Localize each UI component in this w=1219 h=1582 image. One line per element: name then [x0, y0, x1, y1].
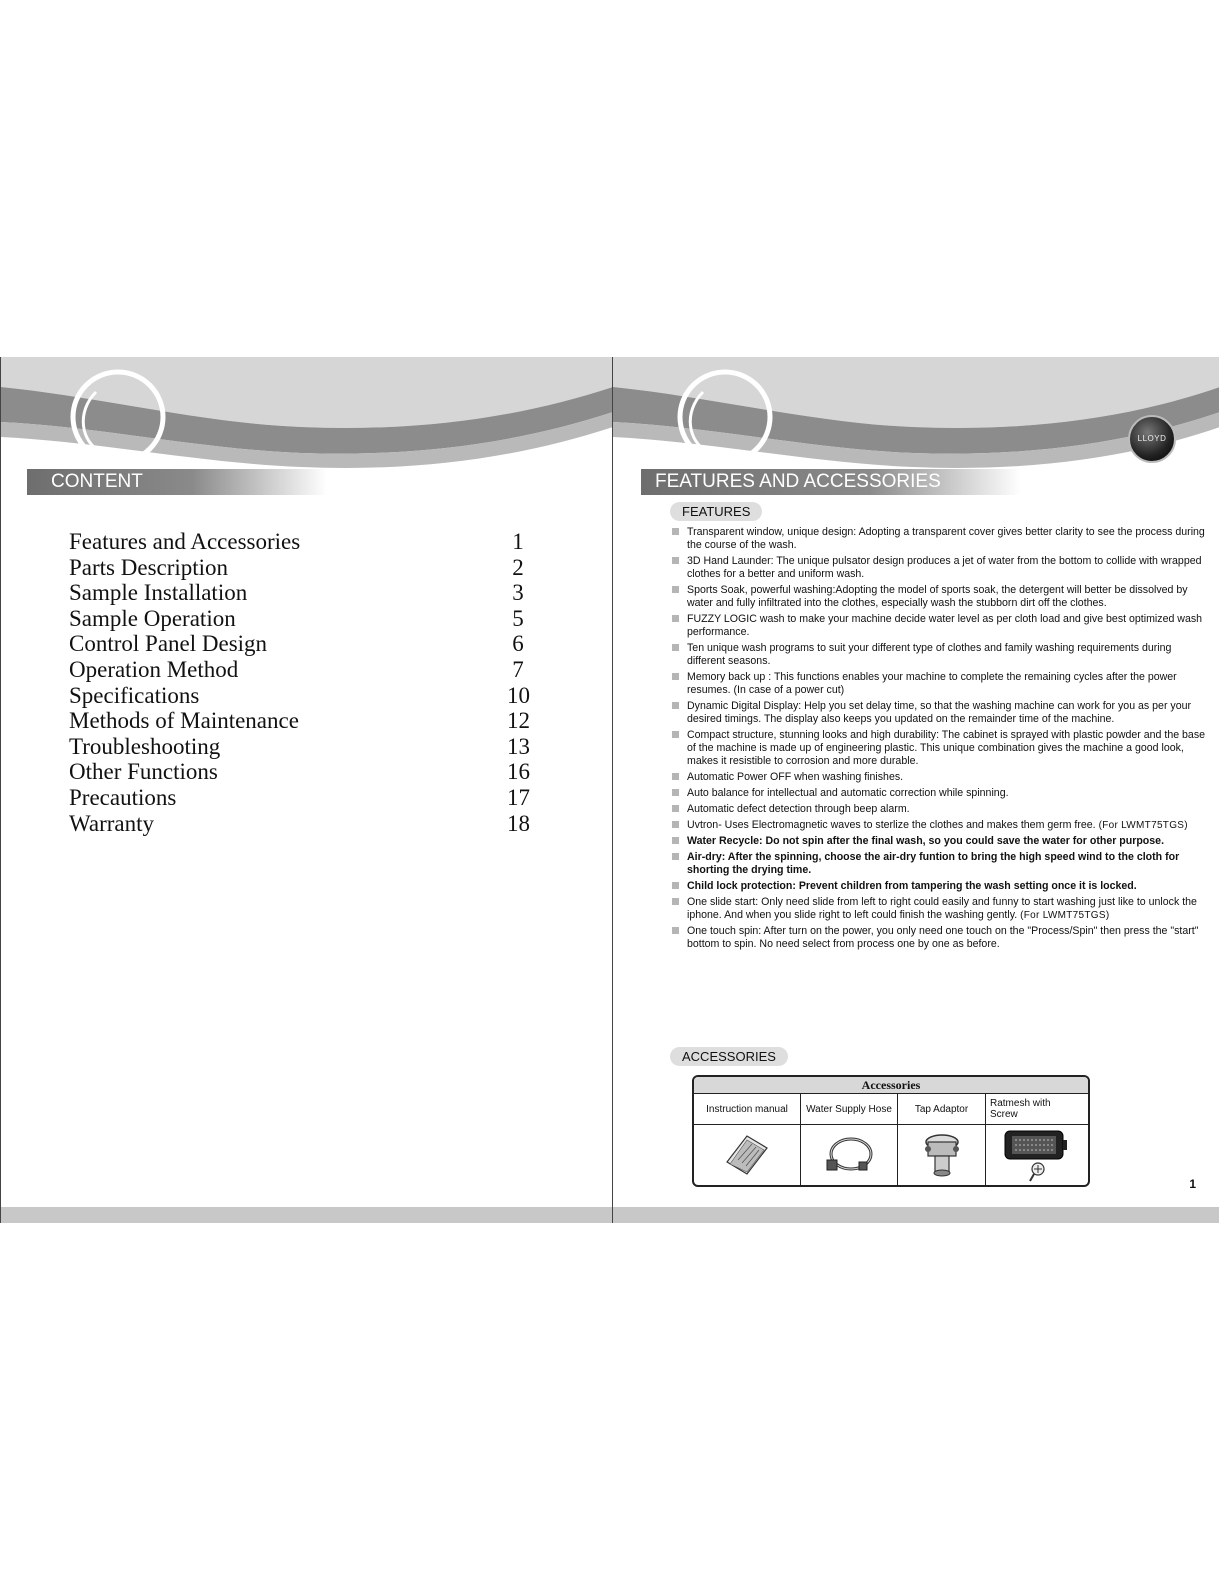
feature-item: 3D Hand Launder: The unique pulsator design produces a jet of water from the bottom to collide with wrapped clothes for a better and uniform wash. [671, 555, 1211, 581]
features-list [671, 526, 1211, 954]
toc-row [69, 785, 529, 811]
toc-row [69, 631, 529, 657]
page-number: 1 [1189, 1177, 1196, 1191]
toc-row [69, 657, 529, 683]
feature-item: Compact structure, stunning looks and high durability: The cabinet is sprayed with plastic powder and the base of the machine is made up of engineering plastic. This unique combination gives the machine a good look, makes it resistible to corrosion and more durable. [671, 729, 1211, 768]
toc-page-number: 16 [507, 759, 530, 785]
accessory-name: Instruction manual [694, 1094, 801, 1124]
toc-title: Sample Operation [69, 605, 236, 631]
toc-page-number: 13 [507, 733, 530, 759]
toc-title: Precautions [69, 784, 177, 810]
feature-item: Memory back up : This functions enables your machine to complete the remaining cycles after the power resumes. (In case of a power cut) [671, 671, 1211, 697]
feature-item: Uvtron- Uses Electromagnetic waves to sterlize the clothes and makes them germ free. (For LWMT75TGS) [671, 819, 1211, 832]
section-title: FEATURES AND ACCESSORIES [641, 469, 1021, 495]
feature-item: Ten unique wash programs to suit your different type of clothes and family washing requirements during different seasons. [671, 642, 1211, 668]
accessory-name: Ratmesh with Screw [990, 1098, 1051, 1120]
toc-row [69, 683, 529, 709]
toc-title: Features and Accessories [69, 529, 301, 554]
feature-item: Automatic defect detection through beep alarm. [671, 803, 1211, 816]
toc-page-number: 12 [507, 708, 530, 734]
accessories-heading: ACCESSORIES [670, 1047, 788, 1066]
toc-title: Other Functions [69, 759, 218, 785]
content-page [0, 357, 613, 1223]
feature-item: One slide start: Only need slide from left to right could easily and funny to start washing just like to unlock the iphone. And when you slide right to left could finish the washing gently. (For LWMT75TGS) [671, 896, 1211, 922]
toc-page-number: 17 [507, 784, 530, 810]
toc-page-number: 7 [512, 656, 524, 682]
tap-adaptor-icon [898, 1125, 986, 1185]
accessory-name: Water Supply Hose [801, 1094, 898, 1124]
toc-page-number: 5 [512, 605, 524, 631]
brand-logo: LLOYD [1128, 415, 1176, 463]
footer-band [1, 1207, 613, 1223]
toc-row [69, 555, 529, 581]
accessories-table-title: Accessories [694, 1077, 1088, 1094]
feature-item: Dynamic Digital Display: Help you set delay time, so that the washing machine can work for you as per your desired timings. The display also keeps you updated on the remainder time of the machine. [671, 700, 1211, 726]
feature-item: Sports Soak, powerful washing:Adopting the model of sports soak, the detergent will better be dissolved by water and fully infiltrated into the clothes, especially wash the stubborn dirt off the clothes. [671, 584, 1211, 610]
toc-row [69, 811, 529, 837]
toc-page-number: 3 [512, 580, 524, 606]
water-supply-hose-icon [801, 1125, 898, 1185]
feature-item: Auto balance for intellectual and automatic correction while spinning. [671, 787, 1211, 800]
table-of-contents [69, 529, 529, 836]
toc-title: Parts Description [69, 554, 229, 580]
toc-title: Warranty [69, 810, 154, 836]
feature-item: Transparent window, unique design: Adopting a transparent cover gives better clarity to see the process during the course of the wash. [671, 526, 1211, 552]
accessory-name: Tap Adaptor [898, 1094, 986, 1124]
toc-row [69, 708, 529, 734]
accessories-table [692, 1075, 1090, 1187]
feature-item: Air-dry: After the spinning, choose the air-dry funtion to bring the high speed wind to the cloth for shorting the drying time. [671, 851, 1211, 877]
toc-row [69, 759, 529, 785]
toc-row [69, 734, 529, 760]
toc-page-number: 18 [507, 810, 530, 836]
toc-row [69, 580, 529, 606]
toc-row [69, 529, 529, 555]
feature-item: Child lock protection: Prevent children from tampering the wash setting once it is locked. [671, 880, 1211, 893]
feature-item: Automatic Power OFF when washing finishes. [671, 771, 1211, 784]
features-heading: FEATURES [670, 502, 762, 521]
section-title: CONTENT [27, 469, 327, 495]
instruction-manual-icon [694, 1125, 801, 1185]
toc-page-number: 6 [512, 631, 524, 657]
accessories-image-row [694, 1125, 1088, 1185]
toc-title: Troubleshooting [69, 733, 221, 759]
toc-row [69, 606, 529, 632]
toc-title: Specifications [69, 682, 200, 708]
toc-page-number: 10 [507, 682, 530, 708]
feature-item: FUZZY LOGIC wash to make your machine decide water level as per cloth load and give best optimized wash performance. [671, 613, 1211, 639]
toc-page-number: 1 [512, 529, 524, 554]
toc-page-number: 2 [512, 554, 524, 580]
accessories-name-row [694, 1094, 1088, 1125]
ratmesh-with-screw-icon [986, 1125, 1084, 1185]
features-page [612, 357, 1219, 1223]
toc-title: Operation Method [69, 656, 239, 682]
feature-item: Water Recycle: Do not spin after the final wash, so you could save the water for other purpose. [671, 835, 1211, 848]
toc-title: Methods of Maintenance [69, 708, 299, 734]
toc-title: Sample Installation [69, 580, 248, 606]
toc-title: Control Panel Design [69, 631, 268, 657]
feature-item: One touch spin: After turn on the power, you only need one touch on the "Process/Spin" then press the "start" bottom to spin. No need select from process one by one as before. [671, 925, 1211, 951]
footer-band [613, 1207, 1219, 1223]
